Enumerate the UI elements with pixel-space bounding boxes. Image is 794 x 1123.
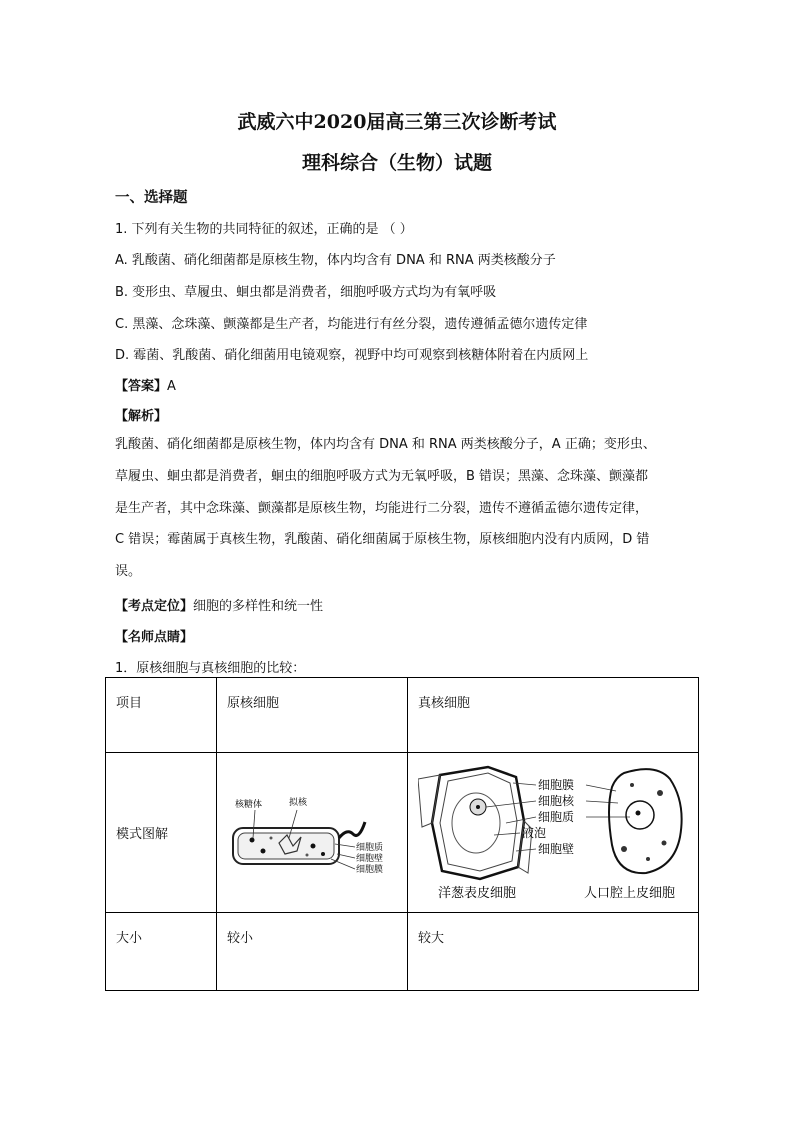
analysis-line: 是生产者，其中念珠藻、颤藻都是原核生物，均能进行二分裂，遗传不遵循孟德尔遗传定律，: [115, 500, 649, 516]
option-b: B. 变形虫、草履虫、蛔虫都是消费者，细胞呼吸方式均为有氧呼吸: [115, 285, 497, 300]
table-header-row: [106, 678, 699, 753]
nucleoid-label: 拟核: [289, 797, 308, 808]
euk-cytoplasm-label: 细胞质: [538, 809, 575, 824]
ribosome-label: 核糖体: [235, 799, 263, 810]
eukaryote-diagram-cell: [408, 753, 699, 913]
key-point-value: 细胞的多样性和统一性: [193, 599, 324, 614]
row-item-cell: 大小: [106, 913, 217, 991]
row-item-cell: 模式图解: [106, 753, 217, 913]
analysis-line: 乳酸菌、硝化细菌都是原核生物，体内均含有 DNA 和 RNA 两类核酸分子，A 正确；变形虫、: [115, 437, 656, 452]
euk-wall-label: 细胞壁: [538, 841, 575, 856]
cell-membrane-label: 细胞膜: [356, 864, 384, 875]
nucleolus-dot: [636, 810, 641, 815]
question-stem: 1. 下列有关生物的共同特征的叙述，正确的是 （ ）: [115, 222, 413, 237]
table-row: [106, 913, 699, 991]
cheek-cell-outline: [609, 769, 682, 873]
analysis-line: 误。: [115, 564, 142, 580]
organelle-dot: [662, 840, 667, 845]
prokaryote-cell-diagram: [227, 788, 397, 878]
answer-value: A: [167, 379, 176, 394]
key-point-row: [115, 595, 323, 614]
ribosome-dot: [270, 836, 273, 839]
prokaryote-diagram-cell: [217, 753, 408, 913]
analysis-line: C 错误；霉菌属于真核生物，乳酸菌、硝化细菌属于原核生物，原核细胞内没有内质网，D 错: [115, 532, 650, 548]
euk-nucleus-label: 细胞核: [538, 793, 575, 808]
nucleolus-dot: [476, 805, 480, 809]
option-c: C. 黑藻、念珠藻、颤藻都是生产者，均能进行有丝分裂，遗传遵循孟德尔遗传定律: [115, 317, 588, 332]
analysis-body: [115, 429, 685, 588]
cell-membrane-outline: [238, 833, 334, 859]
ribosome-dot: [250, 837, 255, 842]
label-pointer: [586, 801, 618, 803]
key-point-label: 【考点定位】: [115, 599, 194, 614]
analysis-label: 【解析】: [115, 409, 168, 424]
label-pointer: [506, 817, 536, 823]
euk-membrane-label: 细胞膜: [538, 777, 575, 792]
answer-label: 【答案】: [115, 379, 168, 394]
comparison-table: [105, 677, 699, 991]
cheek-caption: 人口腔上皮细胞: [584, 885, 676, 901]
exam-subtitle: 理科综合（生物）试题: [301, 152, 492, 174]
header-cell: 原核细胞: [217, 678, 408, 753]
label-pointer: [331, 859, 355, 869]
section-title: 一、选择题: [115, 190, 188, 206]
euk-vacuole-label: 液泡: [522, 825, 547, 840]
exam-title: 武威六中2020届高三第三次诊断考试: [237, 111, 557, 133]
ribosome-dot: [261, 848, 266, 853]
ribosome-dot: [321, 852, 325, 856]
organelle-dot: [646, 857, 650, 861]
header-cell: 项目: [106, 678, 217, 753]
cell-wall-label: 细胞壁: [356, 853, 384, 864]
ribosome-dot: [311, 843, 316, 848]
flagellum-shape: [339, 822, 365, 838]
table-row: [106, 753, 699, 913]
organelle-dot: [630, 783, 634, 787]
compare-intro: 1．原核细胞与真核细胞的比较：: [115, 661, 306, 676]
option-a: A. 乳酸菌、硝化细菌都是原核生物，体内均含有 DNA 和 RNA 两类核酸分子: [115, 253, 556, 268]
cheek-nucleus-shape: [626, 801, 654, 829]
cytoplasm-label: 细胞质: [356, 842, 384, 853]
teacher-note-label: 【名师点睛】: [115, 630, 194, 645]
eukaryote-cell-diagram: [418, 763, 688, 903]
eukaryote-cell: 较大: [408, 913, 699, 991]
analysis-line: 草履虫、蛔虫都是消费者，蛔虫的细胞呼吸方式为无氧呼吸，B 错误；黑藻、念珠藻、颤藻都: [115, 468, 649, 484]
option-d: D. 霉菌、乳酸菌、硝化细菌用电镜观察，视野中均可观察到核糖体附着在内质网上: [115, 348, 589, 363]
header-cell: 真核细胞: [408, 678, 699, 753]
onion-caption: 洋葱表皮细胞: [438, 885, 517, 901]
prokaryote-cell: 较小: [217, 913, 408, 991]
organelle-dot: [621, 846, 627, 852]
ribosome-dot: [306, 853, 309, 856]
organelle-dot: [657, 790, 663, 796]
answer-row: [115, 375, 176, 394]
